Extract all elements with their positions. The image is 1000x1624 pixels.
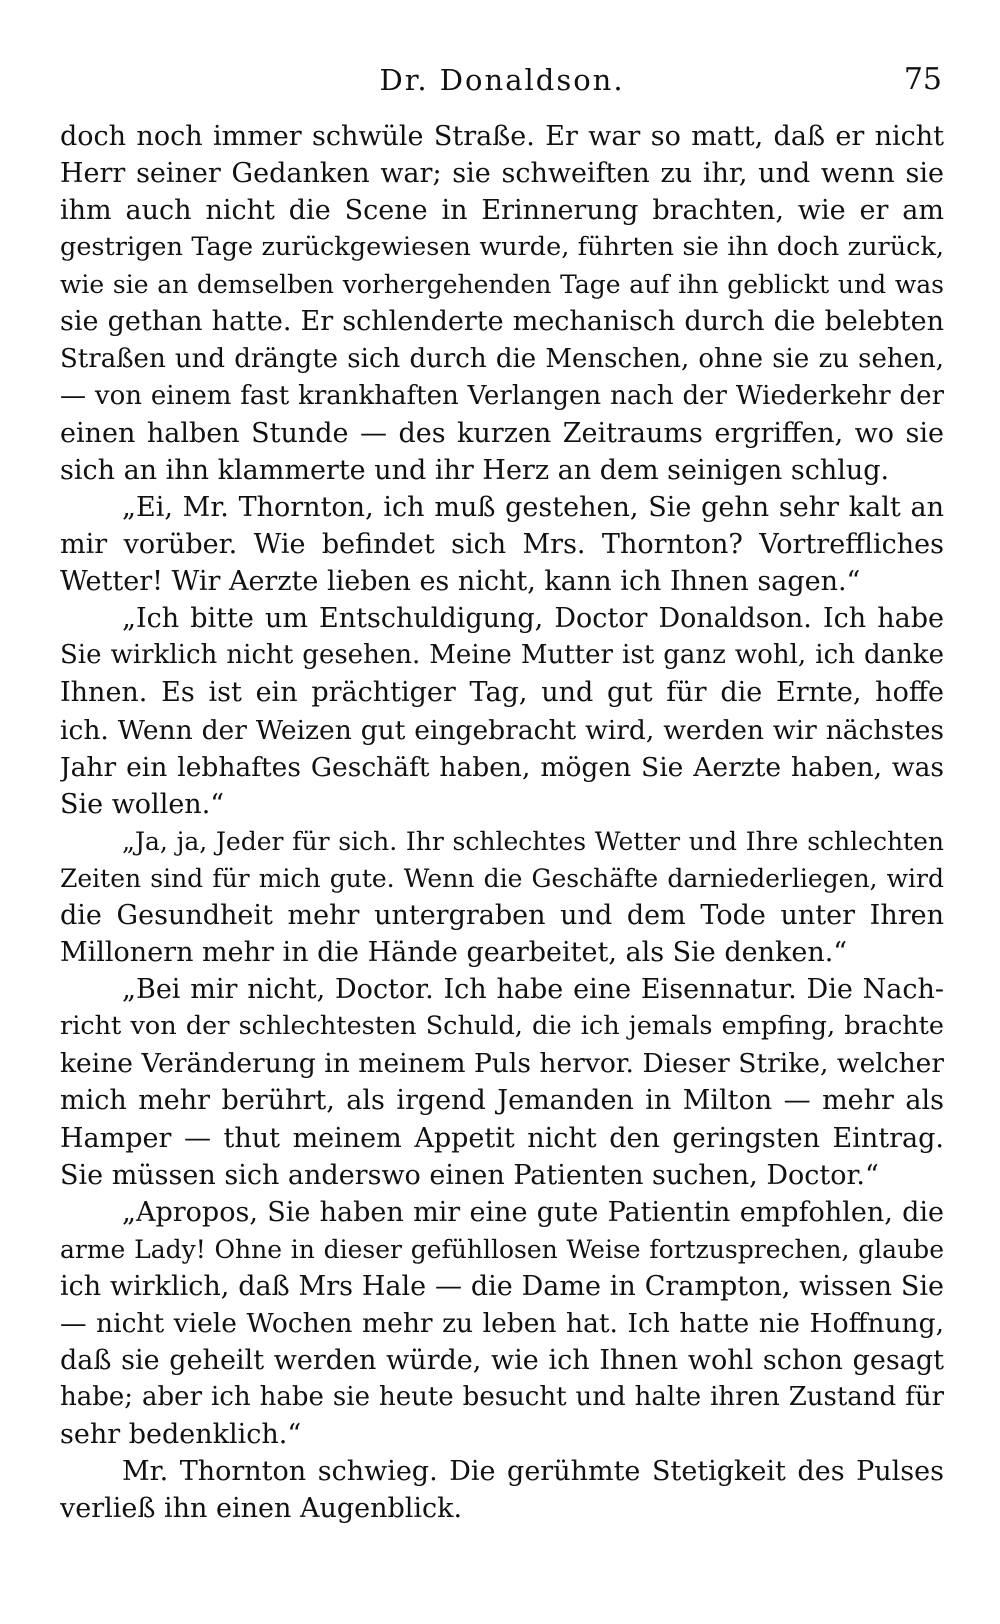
text-line: keine Veränderung in meinem Puls hervor. Dieser Strike, welcher [60,1048,944,1080]
text-line: habe; aber ich habe sie heute besucht und halte ihren Zustand für [60,1382,944,1413]
body-text [60,118,944,1528]
text-line: mir vorüber. Wie befindet sich Mrs. Thornton? Vortreffliches [60,529,944,561]
text-line: — nicht viele Wochen mehr zu leben hat. Ich hatte nie Hoffnung, [60,1308,944,1339]
text-line: sehr bedenklich.“ [60,1419,302,1451]
text-line: Zeiten sind für mich gute. Wenn die Geschäfte darniederliegen, wird [60,863,944,893]
text-line: „Ei, Mr. Thornton, ich muß gestehen, Sie gehn sehr kalt an [122,491,944,523]
text-line: Straßen und drängte sich durch die Menschen, ohne sie zu sehen, [60,343,944,374]
text-line: sich an ihn klammerte und ihr Herz an dem seinigen schlug. [60,454,890,486]
text-line: — von einem fast krankhaften Verlangen nach der Wiederkehr der [60,380,944,411]
text-line: mich mehr berührt, als irgend Jemanden in Milton — mehr als [60,1085,944,1117]
text-line: Sie müssen sich anderswo einen Patienten suchen, Doctor.“ [60,1159,879,1191]
text-line: „Ich bitte um Entschuldigung, Doctor Donaldson. Ich habe [122,603,944,635]
text-line: daß sie geheilt werden würde, wie ich Ihnen wohl schon gesagt [60,1345,944,1377]
text-line: ihm auch nicht die Scene in Erinnerung brachten, wie er am [60,195,944,227]
text-line: ich. Wenn der Weizen gut eingebracht wird, werden wir nächstes [60,714,944,746]
text-line: „Ja, ja, Jeder für sich. Ihr schlechtes Wetter und Ihre schlechten [122,826,944,856]
text-line: Sie wollen.“ [60,788,225,820]
text-line: Herr seiner Gedanken war; sie schweiften zu ihr, und wenn sie [60,158,944,190]
text-line: doch noch immer schwüle Straße. Er war so matt, daß er nicht [60,121,944,152]
text-line: Sie wirklich nicht gesehen. Meine Mutter ist ganz wohl, ich danke [60,640,944,671]
text-line: richt von der schlechtesten Schuld, die ich jemals empfing, brachte [60,1011,944,1042]
page-header [62,58,942,102]
page-number: 75 [903,62,942,97]
text-line: „Apropos, Sie haben mir eine gute Patientin empfohlen, die [122,1196,944,1228]
text-line: ich wirklich, daß Mrs Hale — die Dame in Crampton, wissen Sie [60,1270,944,1302]
text-line: sie gethan hatte. Er schlenderte mechanisch durch die belebten [60,306,944,338]
text-line: einen halben Stunde — des kurzen Zeitraums ergriffen, wo sie [60,417,944,449]
text-line: „Bei mir nicht, Doctor. Ich habe eine Eisennatur. Die Nach- [122,974,944,1006]
text-line: wie sie an demselben vorhergehenden Tage auf ihn geblickt und was [60,270,944,300]
text-line: Ihnen. Es ist ein prächtiger Tag, und gut für die Ernte, hoffe [60,677,944,709]
text-line: Hamper — thut meinem Appetit nicht den geringsten Eintrag. [60,1122,944,1154]
text-line: Mr. Thornton schwieg. Die gerühmte Stetigkeit des Pulses [122,1456,944,1488]
text-line: arme Lady! Ohne in dieser gefühllosen Weise fortzusprechen, glaube [60,1234,944,1264]
running-head: Dr. Donaldson. [379,63,625,97]
text-line: Jahr ein lebhaftes Geschäft haben, mögen Sie Aerzte haben, was [60,751,944,783]
text-line: Millonern mehr in die Hände gearbeitet, als Sie denken.“ [60,937,848,969]
text-line: verließ ihn einen Augenblick. [60,1493,463,1525]
text-line: Wetter! Wir Aerzte lieben es nicht, kann ich Ihnen sagen.“ [60,566,861,598]
text-line: die Gesundheit mehr untergraben und dem Tode unter Ihren [60,899,944,931]
text-line: gestrigen Tage zurückgewiesen wurde, führten sie ihn doch zurück, [60,232,944,263]
